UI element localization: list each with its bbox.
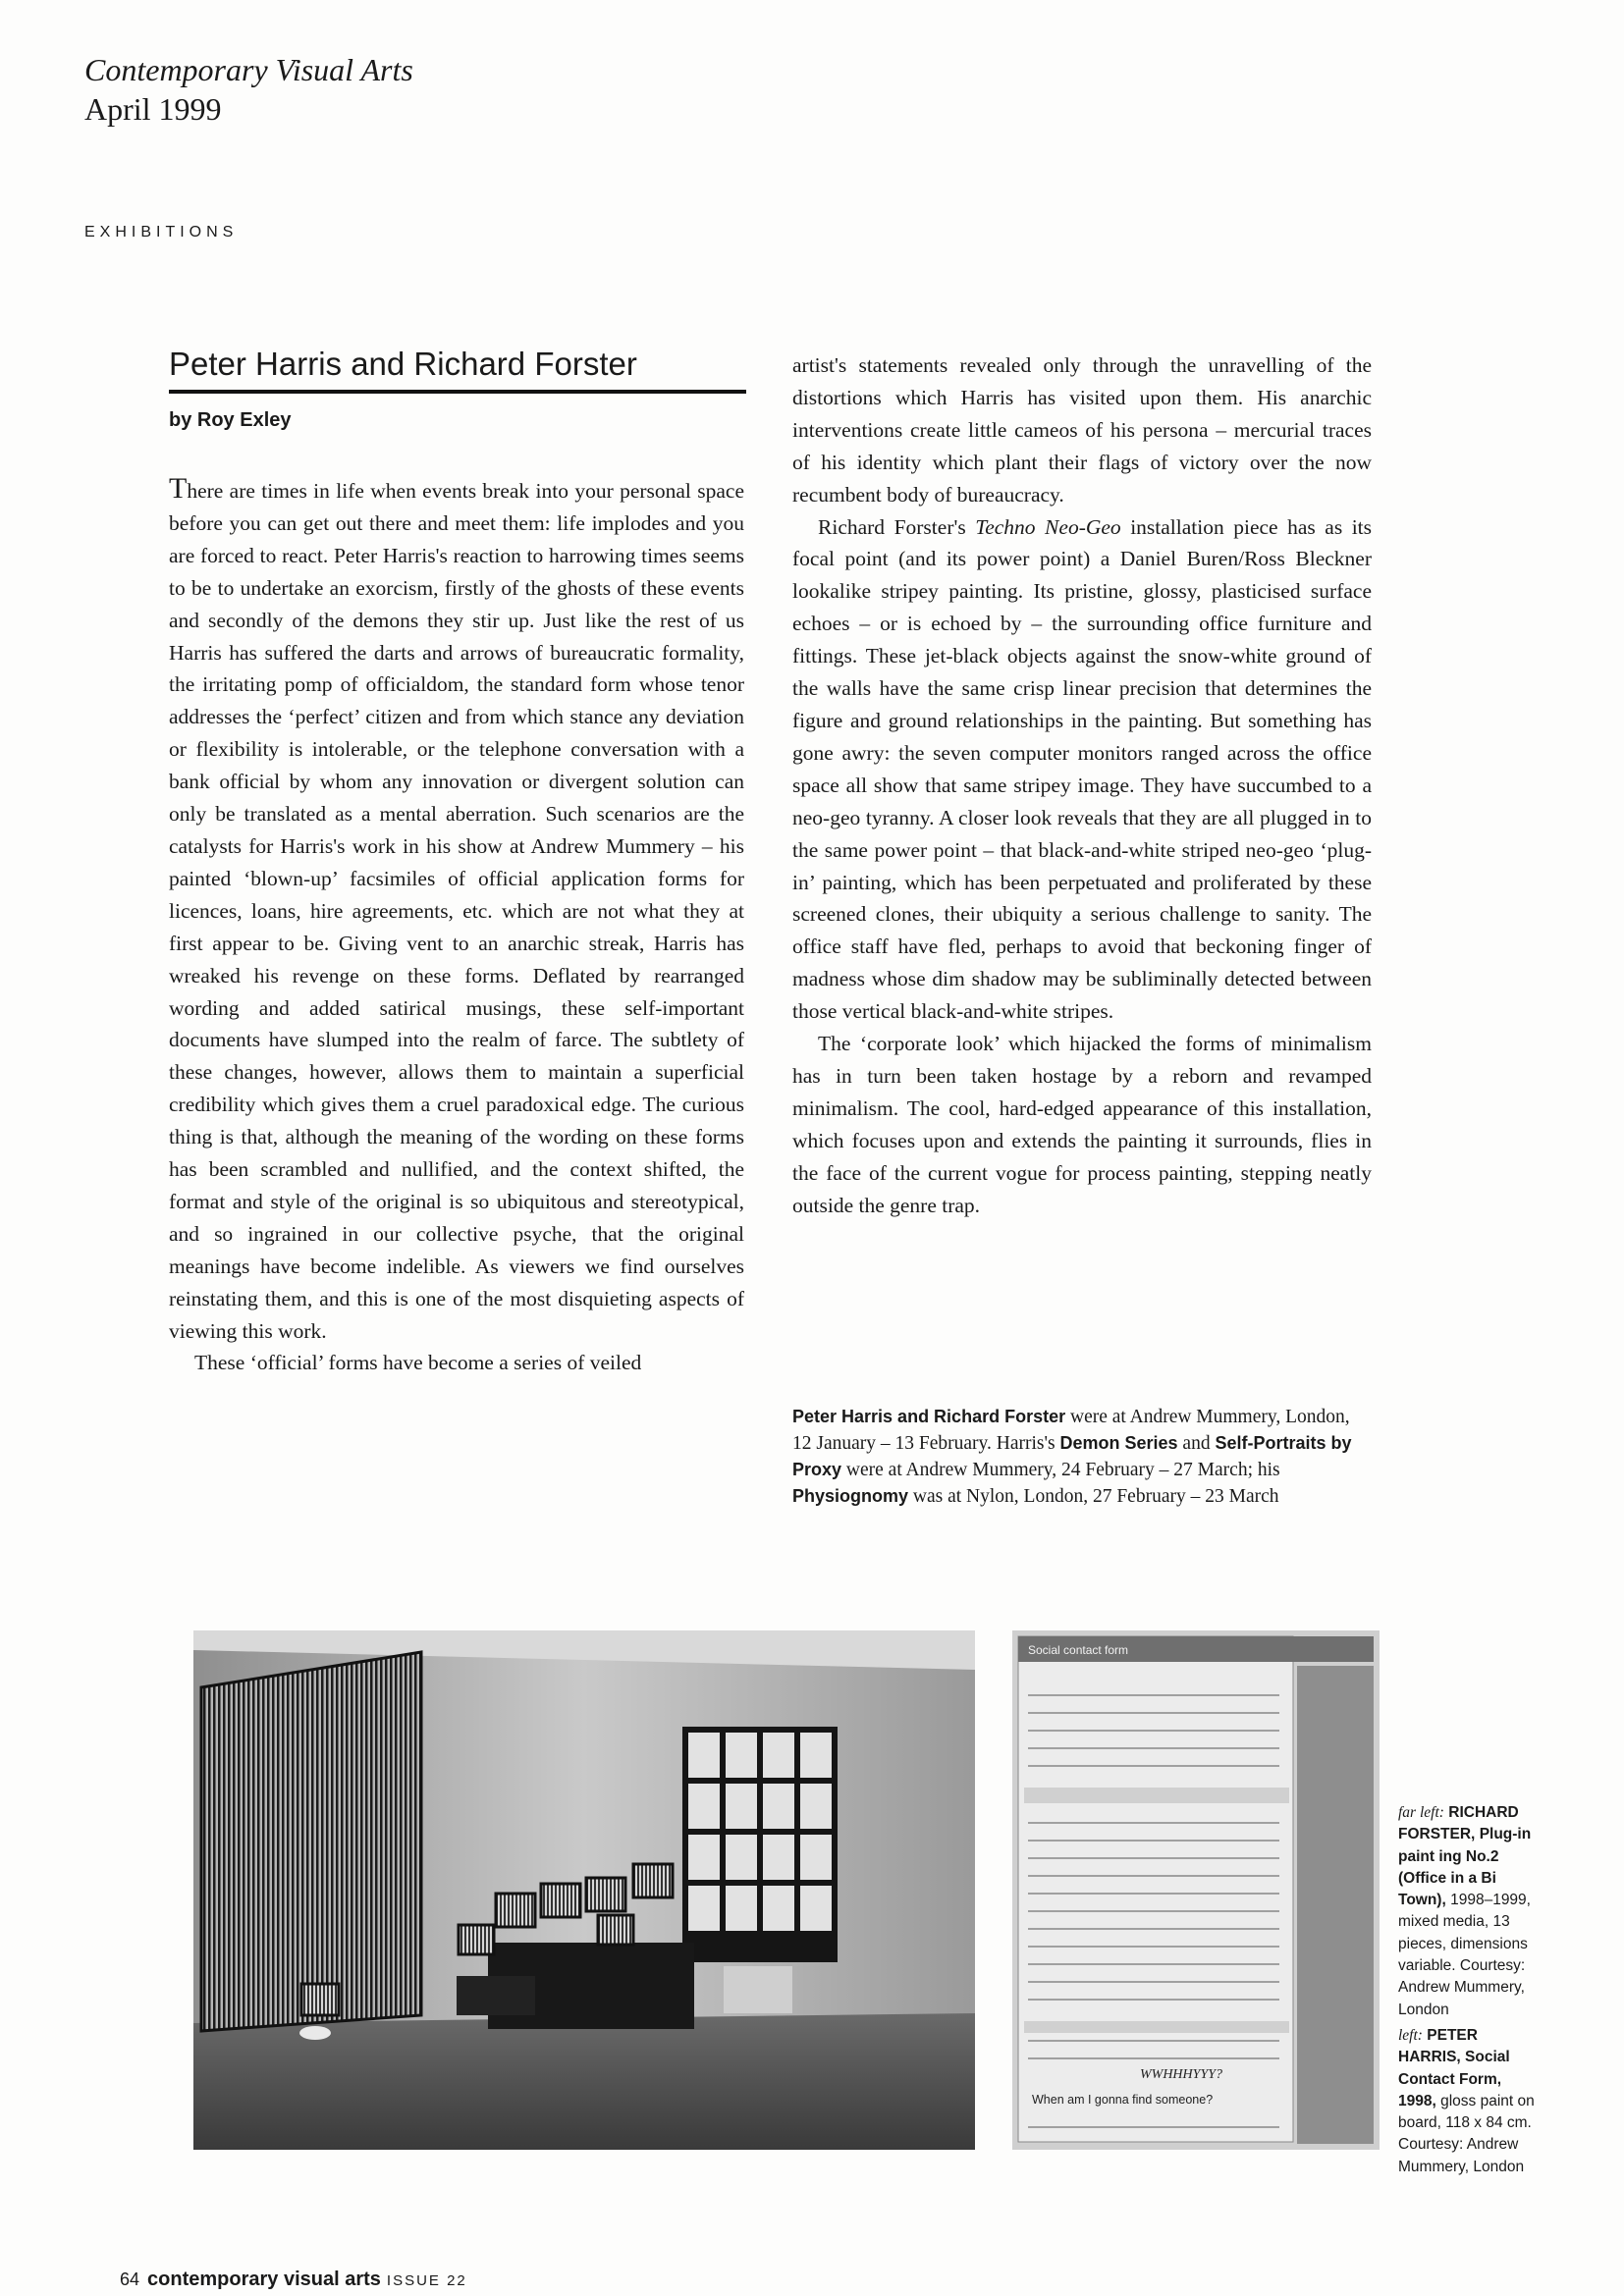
- form-header-text: Social contact form: [1028, 1643, 1129, 1657]
- installation-photo-graphic: [193, 1630, 975, 2150]
- drop-cap: T: [169, 472, 188, 505]
- paragraph: [792, 511, 1372, 1029]
- caption-work: Plug-in paint ing No.2 (Office in a Bi Town),: [1398, 1826, 1532, 1909]
- photo-caption: [1398, 1802, 1536, 2178]
- caption-block: [1398, 2025, 1536, 2178]
- page-number: 64: [120, 2269, 140, 2289]
- page-footer: [120, 2268, 467, 2293]
- column-one: [169, 473, 744, 1379]
- footer-issue: ISSUE 22: [386, 2272, 467, 2289]
- caption-position: left:: [1398, 2026, 1423, 2044]
- show-title: Demon Series: [1059, 1433, 1178, 1453]
- form-painting-photo: [1012, 1630, 1380, 2150]
- byline: by Roy Exley: [169, 409, 292, 431]
- paragraph: These ‘official’ forms have become a series of veiled: [194, 1351, 642, 1375]
- footer-magazine: contemporary visual arts: [147, 2269, 381, 2290]
- caption-work: Social Contact Form, 1998,: [1398, 2049, 1510, 2109]
- section-label: EXHIBITIONS: [84, 224, 239, 240]
- form-painting-graphic: [1012, 1630, 1380, 2150]
- column-two: [792, 349, 1372, 1221]
- show-title: Physiognomy: [792, 1486, 909, 1506]
- paragraph-text: here are times in life when events break into your personal space before you can get out there and meet them: life implodes and you are forced to react. Peter Harris's reaction to harrowing times seems to be to undertake an exorcism, firstly of the ghosts of these events and secondly of the demons they stir up. Just like the rest of us Harris has suffered the darts and arrows of bureaucratic formality, the irritating pomp of officialdom, the standard form whose tenor addresses the ‘perfect’ citizen and from which stance any deviation or flexibility is intolerable, or the telephone conversation with a bank official by whom any innovation or divergent solution can only be translated as a mental aberration. Such scenarios are the catalysts for Harris's work in his show at Andrew Mummery – his painted ‘blown-up’ facsimiles of official application forms for licences, loans, hire agreements, etc. which are not what they at first appear to be. Giving vent to an anarchic streak, Harris has wreaked his revenge on these forms. Deflated by rearranged wording and added satirical musings, these self-important documents have slumped into the realm of farce. The subtlety of these changes, however, allows them to maintain a superficial credibility which gives them a cruel paradoxical edge. The curious thing is that, although the meaning of the wording on these forms has been scrambled and nullified, and the context shifted, the format and style of the original is so ubiquitous and stereotypical, and so ingrained in our collective psyche, that the original meanings have become indelible. As viewers we find ourselves reinstating them, and this is one of the most disquieting aspects of viewing this work.: [169, 479, 744, 1343]
- title-rule: [169, 390, 746, 394]
- credit-text: and: [1177, 1433, 1216, 1454]
- paragraph: artist's statements revealed only through the unravelling of the distortions which Harris has visited upon them. His anarchic interventions create little cameos of his persona – mercurial traces of his identity which plant their flags of victory over the now recumbent body of bureaucracy.: [792, 353, 1372, 507]
- publication-date: April 1999: [84, 91, 222, 127]
- caption-position: far left:: [1398, 1804, 1444, 1821]
- form-question: When am I gonna find someone?: [1032, 2093, 1214, 2107]
- paragraph-text: installation piece has as its focal point (and its power point) a Daniel Buren/Ross Bleckner lookalike stripey painting. Its pristine, glossy, plasticised surface echoes – or is echoed by – the surrounding office furniture and fittings. These jet-black objects against the snow-white ground of the walls have the same crisp linear precision that determines the figure and ground relationships in the painting. But something has gone awry: the seven computer monitors ranged across the office space all show that same stripey image. They have succumbed to a neo-geo tyranny. A closer look reveals that they are all plugged in to the same power point – that black-and-white striped neo-geo ‘plug-in’ painting, which has been perpetuated and proliferated by these screened clones, their ubiquity a serious challenge to sanity. The office staff have fled, perhaps to avoid that beckoning finger of madness whose dim shadow may be subliminally detected between those vertical black-and-white stripes.: [792, 514, 1373, 1024]
- form-handwriting: WWHHHYYY?: [1140, 2067, 1223, 2082]
- publication-name: Contemporary Visual Arts: [84, 52, 413, 87]
- paragraph-text: Richard Forster's: [818, 514, 976, 539]
- caption-block: [1398, 1802, 1536, 2021]
- exhibition-credit: [792, 1404, 1372, 1510]
- credit-text: were at Andrew Mummery, London, 12 January – 13 February. Harris's: [792, 1407, 1350, 1454]
- credit-text: were at Andrew Mummery, 24 February – 27 March; his: [841, 1460, 1280, 1480]
- caption-artist: PETER HARRIS,: [1398, 2026, 1478, 2066]
- caption-details: 1998–1999, mixed media, 13 pieces, dimensions variable. Courtesy: Andrew Mummery, London: [1398, 1892, 1531, 2018]
- installation-photo: [193, 1630, 975, 2150]
- credit-text: was at Nylon, London, 27 February – 23 March: [908, 1486, 1279, 1507]
- credit-names: Peter Harris and Richard Forster: [792, 1407, 1066, 1426]
- show-title: Self-Portraits by Proxy: [792, 1433, 1352, 1479]
- article-title: Peter Harris and Richard Forster: [169, 346, 637, 382]
- caption-artist: RICHARD FORSTER,: [1398, 1804, 1519, 1843]
- work-title: Techno Neo-Geo: [975, 514, 1121, 539]
- paragraph: The ‘corporate look’ which hijacked the forms of minimalism has in turn been taken hostage by a reborn and revamped minimalism. The cool, hard-edged appearance of this installation, which focuses upon and extends the painting it surrounds, flies in the face of the current vogue for process painting, stepping neatly outside the genre trap.: [792, 1032, 1372, 1217]
- caption-details: gloss paint on board, 118 x 84 cm. Courtesy: Andrew Mummery, London: [1398, 2092, 1535, 2175]
- paragraph: [169, 473, 744, 1347]
